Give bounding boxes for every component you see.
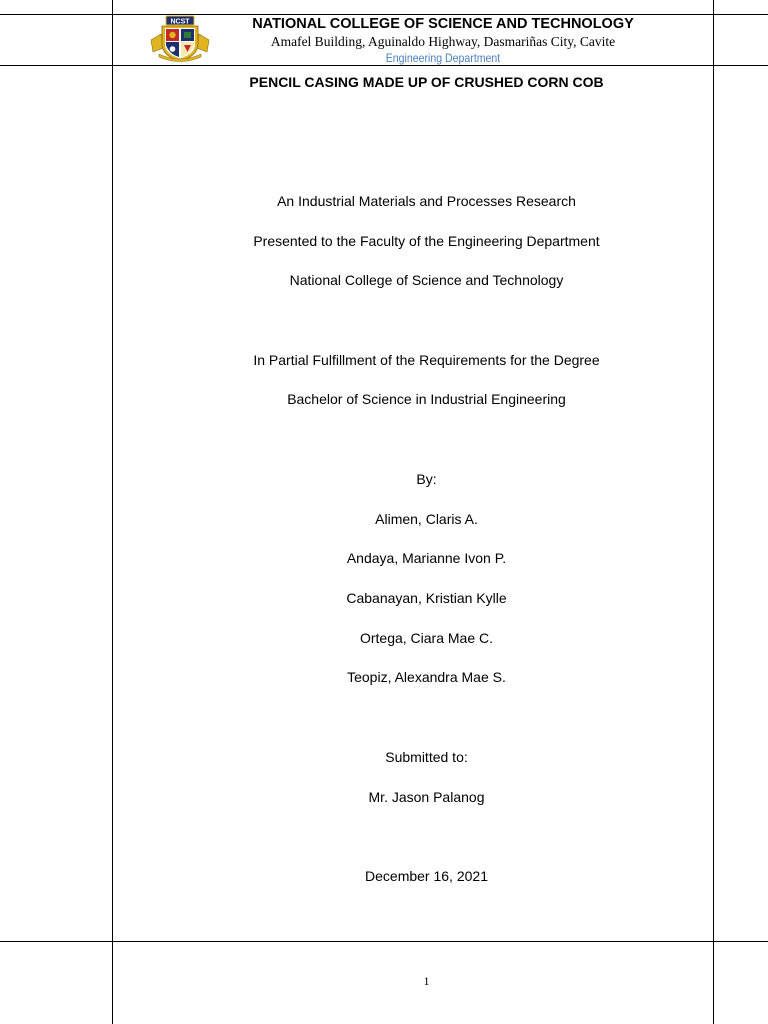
adviser-name: Mr. Jason Palanog (368, 789, 485, 805)
submitted-label: Submitted to: (385, 749, 468, 765)
description-line: Presented to the Faculty of the Engineering Department (253, 233, 600, 249)
author-name: Ortega, Ciara Mae C. (359, 630, 494, 646)
footer-top-rule (0, 941, 768, 942)
fulfillment-line: In Partial Fulfillment of the Requirements for the Degree (253, 352, 600, 368)
institution-address: Amafel Building, Aguinaldo Highway, Dasmariñas City, Cavite (270, 34, 616, 49)
author-name: Andaya, Marianne Ivon P. (346, 550, 507, 566)
document-title: PENCIL CASING MADE UP OF CRUSHED CORN COB (249, 74, 604, 90)
school-seal-icon (149, 14, 211, 62)
description-line: National College of Science and Technology (289, 272, 564, 288)
by-label: By: (416, 471, 437, 487)
svg-text:NCST: NCST (170, 18, 190, 26)
author-name: Teopiz, Alexandra Mae S. (347, 669, 506, 685)
department-name: Engineering Department (385, 51, 501, 65)
author-name: Alimen, Claris A. (375, 511, 478, 527)
degree-line: Bachelor of Science in Industrial Engineering (287, 391, 566, 407)
submission-date: December 16, 2021 (365, 868, 488, 884)
institution-name: NATIONAL COLLEGE OF SCIENCE AND TECHNOLOGY (252, 16, 634, 32)
page-number: 1 (423, 974, 430, 988)
author-name: Cabanayan, Kristian Kylle (346, 590, 507, 606)
description-line: An Industrial Materials and Processes Research (277, 193, 576, 209)
